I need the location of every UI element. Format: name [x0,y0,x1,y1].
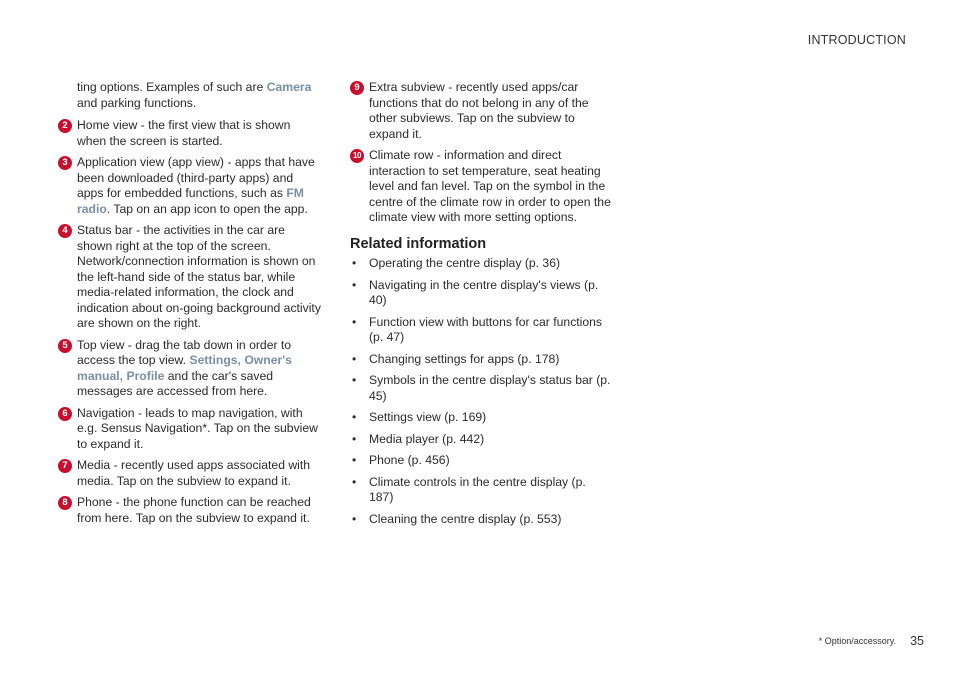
callout-text-7: Media - recently used apps associated with media. Tap on the subview to expand it. [77,458,311,488]
page-number: 35 [910,634,924,648]
callout-number-6-badge: 6 [58,407,72,421]
continuation-text: ting options. Examples of such are [77,80,267,94]
callout-text-3: Application view (app view) - apps that have been downloaded (third-party apps) and apps for embedded functions, such as [77,155,315,200]
callout-number-4-badge: 4 [58,224,72,238]
callout-item-10 [350,148,612,226]
related-link-text: Climate controls in the centre display (p. 187) [369,474,586,504]
callout-text-10: Climate row - information and direct interaction to set temperature, seat heating level and fan level. Tap on the symbol in the centre of the climate row in order to open the climate view with more setting options. [369,148,611,224]
related-link-item[interactable] [350,373,612,404]
callout-item-2 [58,118,322,149]
camera-link[interactable]: Camera [266,80,312,94]
bullet-icon: • [352,410,357,424]
related-link-item[interactable] [350,352,612,368]
related-link-text: Phone (p. 456) [369,453,450,467]
related-link-text: Symbols in the centre display's status bar (p. 45) [369,373,611,403]
bullet-icon: • [352,373,357,387]
callout-text-2: Home view - the first view that is shown when the screen is started. [77,118,291,148]
related-link-item[interactable] [350,278,612,309]
fm-radio-link[interactable]: FM radio [77,186,304,216]
callout-number-8-badge: 8 [58,496,72,510]
related-link-text: Changing settings for apps (p. 178) [369,351,560,366]
continuation-text-end: and parking functions. [77,95,197,110]
left-column [58,80,322,532]
related-link-text: Settings view (p. 169) [369,410,487,424]
related-link-item[interactable] [350,453,612,469]
settings-owners-manual-profile-link[interactable]: Settings, Owner's manual, Profile [77,353,292,383]
right-column [350,80,612,533]
callout-item-8 [58,495,322,526]
bullet-icon: • [352,431,357,446]
bullet-icon: • [352,453,357,467]
callout-text-8: Phone - the phone function can be reached from here. Tap on the subview to expand it. [77,495,311,525]
callout-item-5 [58,338,322,400]
callout-number-5-badge: 5 [58,339,72,353]
callout-text-5-end: and the car's saved messages are accessed from here. [77,368,274,398]
callout-text-6: Navigation - leads to map navigation, with e.g. Sensus Navigation*. Tap on the subview to expand it. [77,405,318,451]
related-link-item[interactable] [350,256,612,272]
item-1-continuation [58,80,322,111]
bullet-icon: • [352,511,357,526]
bullet-icon: • [352,256,357,270]
callout-item-4 [58,223,322,332]
callout-text-5: Top view - drag the tab down in order to access the top view. [77,337,292,367]
callout-text-9: Extra subview - recently used apps/car functions that do not belong in any of the other subviews. Tap on the subview to expand it. [369,80,589,141]
bullet-icon: • [352,277,357,292]
page-footer [819,634,924,648]
bullet-icon: • [352,474,357,489]
callout-text-3-end: . Tap on an app icon to open the app. [106,201,308,216]
related-link-text: Operating the centre display (p. 36) [369,256,561,270]
related-information-list [350,256,612,527]
callout-text-4: Status bar - the activities in the car are shown right at the top of the screen. Network/connection information is shown on the left-hand side of the status bar, while media-related information, the clock and indication about on-going background activity are shown on the right. [77,223,321,330]
related-information-heading: Related information [350,235,487,252]
footnote: * Option/accessory. [818,636,897,646]
callout-number-7-badge: 7 [58,459,72,473]
related-link-item[interactable] [350,432,612,448]
callout-item-3 [58,155,322,217]
bullet-icon: • [352,351,357,366]
callout-item-6 [58,406,322,453]
related-link-item[interactable] [350,315,612,346]
callout-number-3-badge: 3 [58,156,72,170]
related-link-text: Media player (p. 442) [369,431,485,446]
callout-number-2-badge: 2 [58,119,72,133]
section-header: INTRODUCTION [807,33,906,47]
related-link-text: Cleaning the centre display (p. 553) [369,511,562,526]
callout-item-7 [58,458,322,489]
related-link-item[interactable] [350,512,612,528]
related-link-text: Function view with buttons for car functions (p. 47) [369,314,603,344]
related-link-text: Navigating in the centre display's views (p. 40) [369,277,599,307]
callout-number-10-badge: 10 [350,149,364,163]
bullet-icon: • [352,314,357,329]
callout-item-9 [350,80,612,142]
callout-number-9-badge: 9 [350,81,364,95]
related-link-item[interactable] [350,410,612,426]
related-link-item[interactable] [350,475,612,506]
